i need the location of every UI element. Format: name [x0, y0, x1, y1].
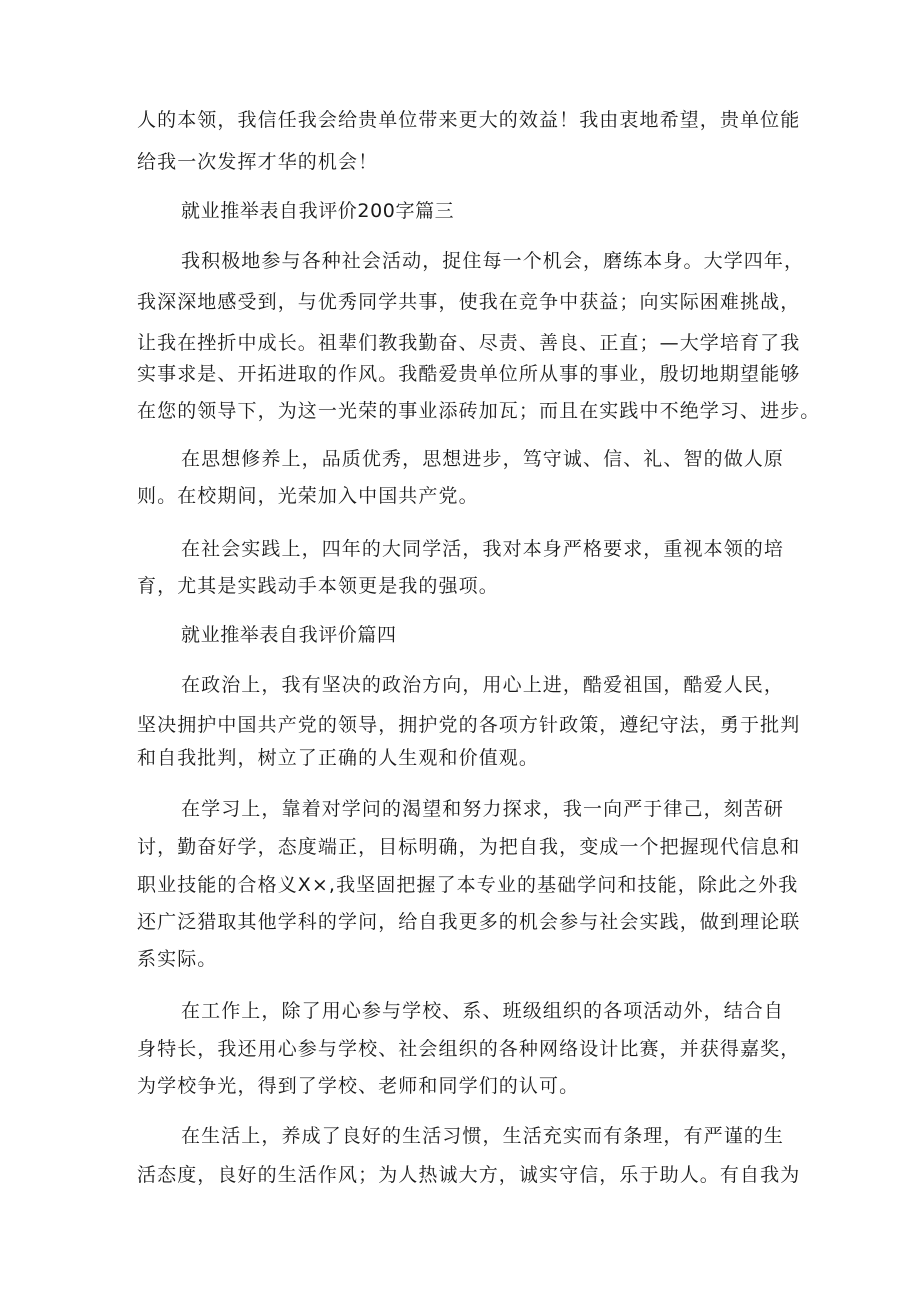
text-line: 在政治上，我有坚决的政治方向，用心上进，酷爱祖国，酷爱人民，	[181, 674, 785, 696]
text-line: 在工作上，除了用心参与学校、系、班级组织的各项活动外，结合自	[181, 1000, 785, 1022]
text-line: 职业技能的合格义X×,我坚固把握了本专业的基础学问和技能，除此之外我	[137, 874, 799, 896]
text-line: 在您的领导下，为这一光荣的事业添砖加瓦；而且在实践中不绝学习、进步。	[137, 400, 821, 422]
text-line: 育，尤其是实践动手本领更是我的强项。	[137, 575, 499, 597]
text-line: 身特长，我还用心参与学校、社会组织的各种网络设计比赛，并获得嘉奖，	[137, 1038, 801, 1060]
text-line: 坚决拥护中国共产党的领导，拥护党的各项方针政策，遵纪守法，勇于批判	[137, 714, 801, 736]
text-line: 为学校争光，得到了学校、老师和同学们的认可。	[137, 1075, 580, 1097]
text-line: 让我在挫折中成长。祖辈们教我勤奋、尽责、善良、正直；—大学培育了我	[137, 332, 801, 354]
text-line: 和自我批判，树立了正确的人生观和价值观。	[137, 747, 540, 769]
text-line: 讨，勤奋好学，态度端正，目标明确，为把自我，变成一个把握现代信息和	[137, 836, 801, 858]
text-line: 我深深地感受到，与优秀同学共事，使我在竞争中获益；向实际困难挑战，	[137, 291, 801, 313]
text-line: 还广泛猎取其他学科的学问，给自我更多的机会参与社会实践，做到理论联	[137, 911, 801, 933]
section-heading: 就业推举表自我评价200字篇三	[181, 200, 455, 222]
text-line: 在社会实践上，四年的大同学活，我对本身严格要求，重视本领的培	[181, 538, 785, 560]
text-line: 给我一次发挥才华的机会！	[137, 151, 379, 173]
text-line: 实事求是、开拓进取的作风。我酷爱贵单位所从事的事业，殷切地期望能够	[137, 363, 801, 385]
text-line: 系实际。	[137, 948, 218, 970]
text-line: 则。在校期间，光荣加入中国共产党。	[137, 485, 479, 507]
text-line: 活态度，良好的生活作风；为人热诚大方，诚实守信，乐于助人。有自我为	[137, 1164, 801, 1186]
text-line: 在思想修养上，品质优秀，思想进步，笃守诚、信、礼、智的做人原	[181, 448, 785, 470]
text-line: 在生活上，养成了良好的生活习惯，生活充实而有条理，有严谨的生	[181, 1125, 785, 1147]
text-line: 我积极地参与各种社会活动，捉住每一个机会，磨练本身。大学四年，	[181, 250, 805, 272]
section-heading: 就业推举表自我评价篇四	[181, 624, 397, 646]
text-line: 人的本领，我信任我会给贵单位带来更大的效益！我由衷地希望，贵单位能	[137, 109, 801, 131]
text-line: 在学习上，靠着对学问的渴望和努力探求，我一向严于律己，刻苦研	[181, 798, 785, 820]
